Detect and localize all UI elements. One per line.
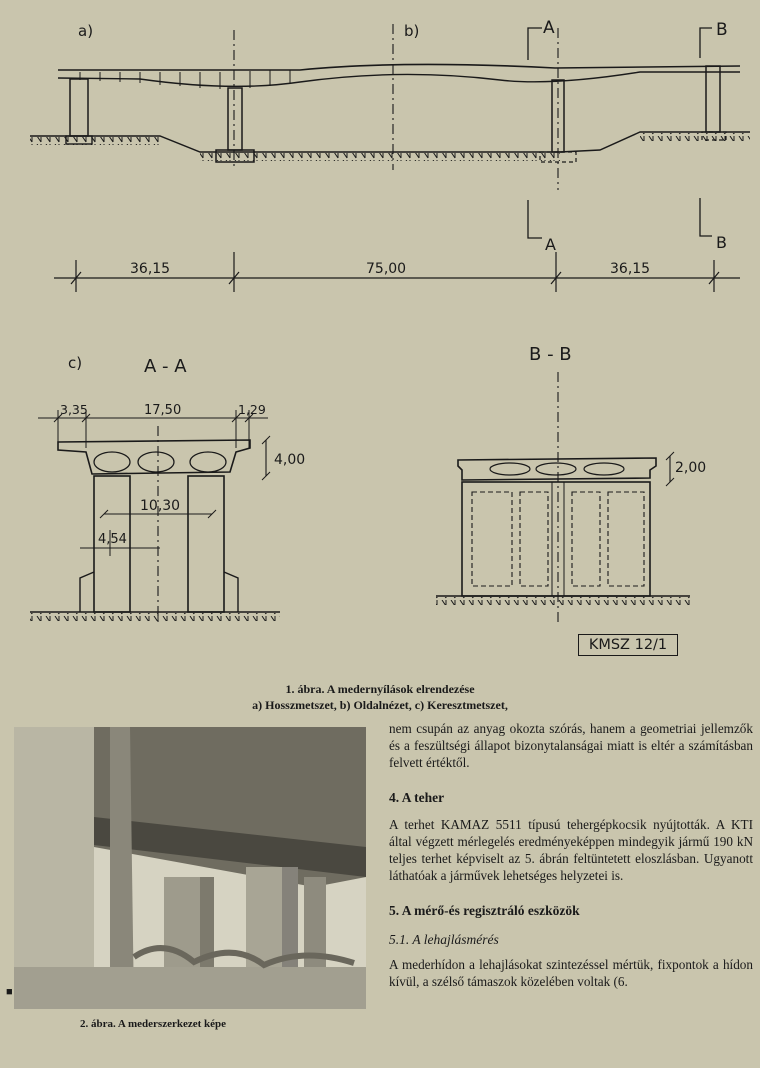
panel-label-c: c): [68, 354, 83, 372]
panel-label-b: b): [404, 22, 420, 40]
span-3-label: 36,15: [610, 261, 651, 277]
ground-hatch: [436, 597, 690, 605]
drawing-stamp: KMSZ 12/1: [578, 634, 678, 656]
dim-inner: 10,30: [140, 498, 181, 514]
paragraph-intro: nem csupán az anyag okozta szórás, hanem a geometriai jellemzők és a feszültségi állapot bizonytalanságai miatt is eltér a számításban felvett értéktől.: [389, 721, 753, 770]
heading-section-5-1: 5.1. A lehajlásmérés: [389, 932, 499, 947]
ground-hatch: [200, 153, 560, 161]
ground-hatch: [640, 133, 750, 141]
heading-section-5: 5. A mérő-és regisztráló eszközök: [389, 903, 580, 918]
section-aa-title: A - A: [144, 356, 187, 377]
ground-hatch: [30, 613, 280, 621]
bridge-photo: [14, 727, 366, 1009]
heading-section-4: 4. A teher: [389, 790, 445, 805]
section-bb-title: B - B: [529, 344, 572, 365]
figure-1-caption-line1: 1. ábra. A medernyílások elrendezése: [285, 682, 475, 696]
figure-2-caption: 2. ábra. A mederszerkezet képe: [80, 1018, 227, 1030]
body-text-column: [389, 720, 753, 990]
dim-height-bb: 2,00: [675, 460, 707, 476]
dim-right: 1,29: [238, 402, 266, 417]
elevation-view: [30, 24, 750, 238]
span-1-label: 36,15: [130, 261, 171, 277]
figure-1-caption: [0, 681, 760, 713]
paragraph-section-4: A terhet KAMAZ 5511 típusú tehergépkocsik nyújtották. A KTI által végzett mérlegelés eredményeképpen mindegyik jármű 190 kN teljes terhet képviselt az 5. ábrán feltüntetett eloszlásban. Ugyanott láthatóak a járművek lehetséges helyzetei is.: [389, 817, 753, 883]
section-aa-drawing: [30, 410, 280, 626]
dim-small: 4,54: [98, 532, 127, 547]
section-bb-drawing: [436, 372, 690, 626]
dim-left: 3,35: [60, 402, 88, 417]
dim-height-aa: 4,00: [274, 452, 306, 468]
section-mark-a-bottom: A: [545, 235, 556, 254]
side-mark: ■: [6, 986, 13, 998]
figure-1-caption-line2: a) Hosszmetszet, b) Oldalnézet, c) Keresztmetszet,: [252, 698, 508, 712]
section-mark-b-bottom: B: [716, 233, 727, 252]
panel-label-a: a): [78, 22, 94, 40]
span-2-label: 75,00: [366, 261, 407, 277]
section-mark-a-top: A: [543, 18, 555, 38]
dim-mid: 17,50: [144, 403, 182, 418]
section-mark-b-top: B: [716, 20, 728, 40]
paragraph-section-5-1: A mederhídon a lehajlásokat szintezéssel mértük, fixpontok a hídon kívül, a szélső támaszok közelében voltak (6.: [389, 957, 753, 989]
ground-hatch: [30, 137, 162, 145]
